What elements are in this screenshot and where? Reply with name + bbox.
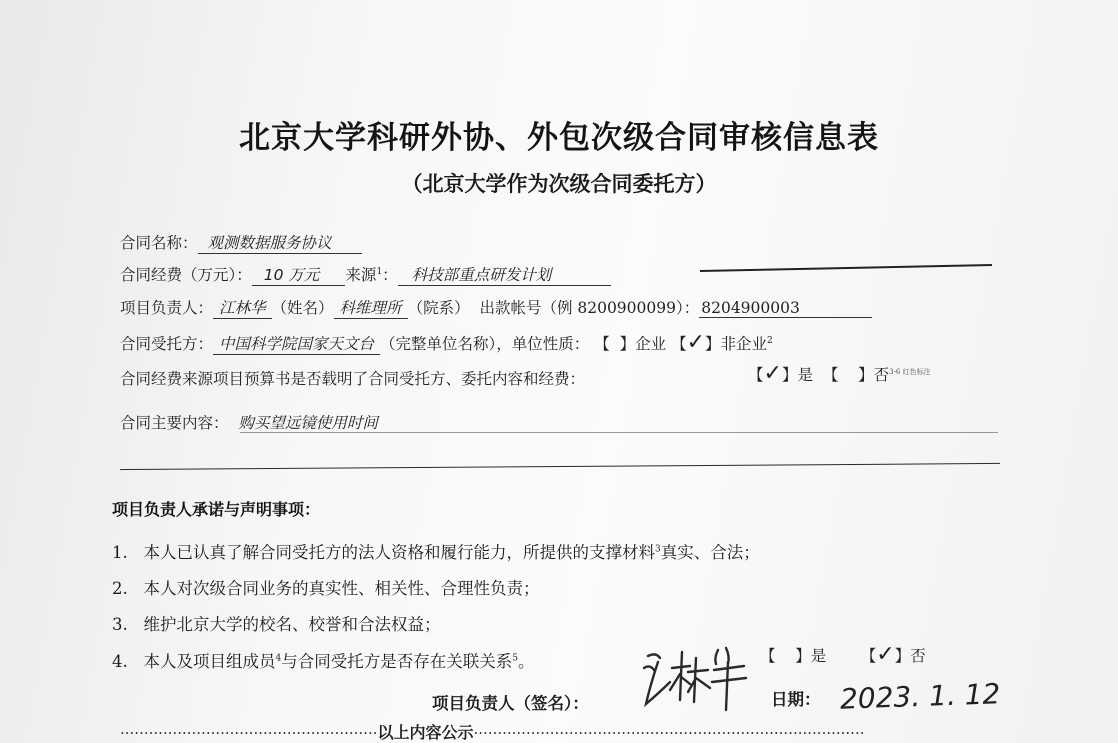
budget-no-option: 否 — [873, 366, 890, 384]
declaration-item-1 — [112, 539, 760, 563]
non-enterprise-box-close: 】 — [705, 335, 721, 353]
source-label: 来源 — [345, 266, 377, 284]
form-title: 北京大学科研外协、外包次级合同审核信息表 — [239, 120, 879, 156]
related-no-checkmark: ✓ — [876, 642, 895, 667]
budget-yes-checkmark: ✓ — [763, 361, 782, 386]
fund-value: 10 万元 — [252, 263, 346, 286]
source-value: 科技部重点研发计划 — [398, 263, 612, 286]
form-subtitle: （北京大学作为次级合同委托方） — [401, 171, 717, 196]
pi-row — [120, 296, 872, 319]
fund-row — [120, 263, 611, 286]
enterprise-option: 】企业 — [619, 335, 667, 353]
non-enterprise-box-open: 【 — [671, 335, 687, 353]
related-no-option: 否 — [910, 647, 926, 665]
declaration-item-4 — [112, 648, 534, 672]
footer-dotted-line: ······················································以上内容公示·················································································· — [120, 723, 865, 742]
item-number: 4. — [112, 652, 128, 671]
declaration-item-3 — [112, 611, 441, 635]
related-yes-option: 是 — [810, 647, 827, 665]
enterprise-box-open: 【 — [594, 335, 610, 353]
dept-hint: （院系） — [407, 299, 470, 317]
footer-public-notice: 以上内容公示 — [377, 723, 474, 742]
related-yes-box-open: 【 — [760, 647, 776, 665]
contract-name-label: 合同名称： — [120, 234, 198, 252]
declaration-heading: 项目负责人承诺与声明事项： — [112, 500, 321, 519]
dept-value: 科维理所 — [334, 296, 408, 319]
contract-name-row — [120, 231, 362, 254]
source-extension-stroke — [700, 264, 992, 272]
trustee-hint: （完整单位名称），单位性质： — [380, 335, 590, 353]
item-tail: 与合同受托方是否存在关联关系 — [281, 652, 513, 671]
budget-no-box-close: 】 — [858, 366, 874, 384]
budget-yes-box-close: 】 — [781, 366, 798, 384]
item-number: 1. — [112, 543, 128, 562]
item-footnote: 4 — [275, 653, 282, 664]
trustee-value: 中国科学院国家天文台 — [213, 332, 380, 355]
item-footnote-2: 5 — [512, 653, 518, 664]
handwritten-signature — [630, 634, 760, 714]
source-footnote: 1 — [376, 266, 383, 277]
related-yes-box-close: 】 — [795, 647, 811, 665]
pi-name-hint: （姓名） — [271, 299, 334, 317]
pi-label: 项目负责人： — [120, 299, 214, 317]
non-enterprise-checkmark: ✓ — [686, 330, 706, 355]
related-answer-group — [760, 642, 926, 667]
content-divider — [120, 463, 1000, 470]
content-row — [120, 411, 378, 433]
item-text: 本人已认真了解合同受托方的法人资格和履行能力，所提供的支撑材料 — [143, 543, 655, 562]
budget-yes-box-open: 【 — [748, 366, 764, 384]
budget-no-footnote: 3-6 红色标注 — [889, 367, 931, 376]
date-label: 日期： — [771, 690, 821, 709]
date-value: 2023. 1. 12 — [839, 677, 1001, 716]
item-footnote: 3 — [655, 544, 661, 555]
trustee-label: 合同受托方： — [120, 335, 214, 353]
content-underline — [240, 432, 998, 433]
item-tail: 真实、合法； — [660, 543, 760, 562]
item-text: 维护北京大学的校名、校誉和合法权益； — [143, 615, 441, 634]
source-colon: ： — [382, 266, 398, 284]
declaration-item-2 — [112, 575, 540, 599]
budget-no-box-open: 【 — [822, 366, 839, 384]
content-value: 购买望远镜使用时间 — [238, 414, 378, 432]
non-enterprise-footnote: 2 — [767, 335, 773, 346]
pi-name: 江林华 — [213, 296, 272, 319]
item-number: 3. — [112, 615, 128, 634]
account-label: 出款帐号（例 8200900099）： — [479, 299, 700, 317]
account-value: 8204900003 — [699, 299, 872, 318]
budget-question: 合同经费来源项目预算书是否载明了合同受托方、委托内容和经费： — [120, 370, 586, 388]
budget-yes-option: 是 — [797, 366, 813, 384]
related-no-box-close: 】 — [894, 647, 911, 665]
trustee-row — [120, 330, 773, 355]
item-text: 本人及项目组成员 — [143, 652, 276, 671]
item-number: 2. — [112, 579, 128, 598]
budget-answer-group — [748, 361, 931, 386]
non-enterprise-option: 非企业 — [720, 335, 768, 353]
budget-question-row — [120, 367, 585, 389]
item-end: 。 — [517, 652, 535, 671]
item-text: 本人对次级合同业务的真实性、相关性、合理性负责； — [143, 579, 540, 598]
related-no-box-open: 【 — [860, 647, 877, 665]
signature-label: 项目负责人（签名）： — [432, 694, 589, 713]
contract-name-value: 观测数据服务协议 — [198, 231, 362, 254]
content-label: 合同主要内容： — [120, 414, 229, 432]
fund-label: 合同经费（万元）： — [120, 266, 252, 284]
